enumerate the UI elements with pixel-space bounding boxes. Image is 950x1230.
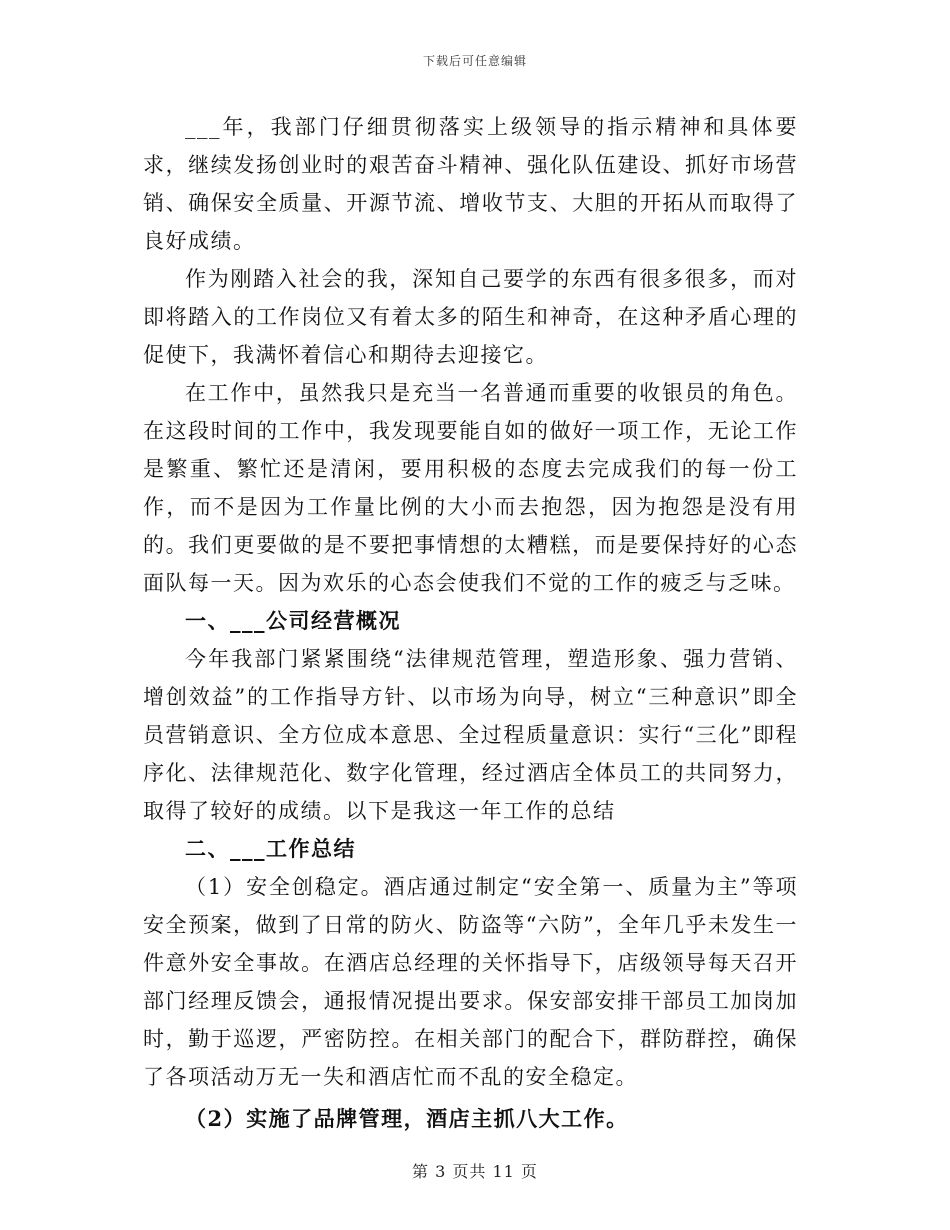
section-heading-company-overview: 一、___公司经营概况 — [185, 608, 401, 633]
paragraph-newcomer: 作为刚踏入社会的我，深知自己要学的东西有很多很多，而对即将踏入的工作岗位又有着太多的陌生和神奇，在这种矛盾心理的促使下，我满怀着信心和期待去迎接它。 — [143, 267, 798, 367]
paragraph-company-overview: 今年我部门紧紧围绕“法律规范管理，塑造形象、强力营销、增创效益”的工作指导方针、以市场为向导，树立“三种意识”即全员营销意识、全方位成本意思、全过程质量意识：实行“三化”即程序化、法律规范化、数字化管理，经过酒店全体员工的共同努力，取得了较好的成绩。以下是我这一年工作的总结 — [143, 647, 798, 823]
document-body — [143, 108, 798, 1138]
paragraph-safety: （1）安全创稳定。酒店通过制定“安全第一、质量为主”等项安全预案，做到了日常的防火、防盗等“六防”，全年几乎未发生一件意外安全事故。在酒店总经理的关怀指导下，店级领导每天召开部门经理反馈会，通报情况提出要求。保安部安排干部员工加岗加时，勤于巡逻，严密防控。在相关部门的配合下，群防群控，确保了各项活动万无一失和酒店忙而不乱的安全稳定。 — [143, 875, 798, 1089]
page-footer: 第 3 页共 11 页 — [412, 1162, 538, 1181]
page-header: 下载后可任意编辑 — [422, 54, 527, 68]
section-heading-work-summary: 二、___工作总结 — [185, 836, 356, 861]
paragraph-cashier-role: 在工作中，虽然我只是充当一名普通而重要的收银员的角色。在这段时间的工作中，我发现要能自如的做好一项工作，无论工作是繁重、繁忙还是清闲，要用积极的态度去完成我们的每一份工作，而不是因为工作量比例的大小而去抱怨，因为抱怨是没有用的。我们更要做的是不要把事情想的太糟糕，而是要保持好的心态面队每一天。因为欢乐的心态会使我们不觉的工作的疲乏与乏味。 — [143, 381, 798, 595]
paragraph-intro: ___年，我部门仔细贯彻落实上级领导的指示精神和具体要求，继续发扬创业时的艰苦奋斗精神、强化队伍建设、抓好市场营销、确保安全质量、开源节流、增收节支、大胆的开拓从而取得了良好成绩。 — [143, 115, 798, 253]
paragraph-brand-management: （2）实施了品牌管理，酒店主抓八大工作。 — [185, 1106, 629, 1131]
